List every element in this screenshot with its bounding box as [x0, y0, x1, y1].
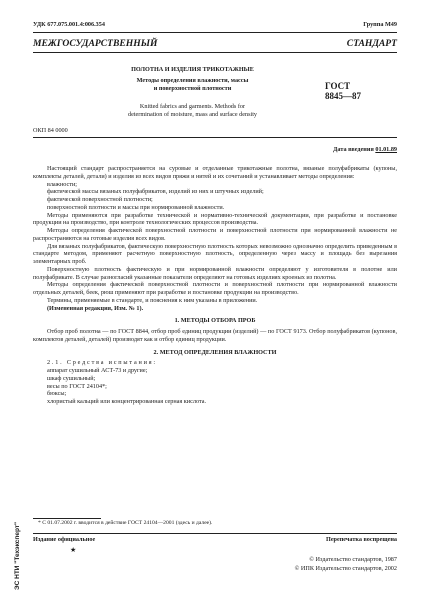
section-2-title: 2. МЕТОД ОПРЕДЕЛЕНИЯ ВЛАЖНОСТИ: [153, 348, 277, 356]
list-item: аппарат сушильный АСТ-73 и другие;: [47, 367, 148, 374]
footnote-divider: [33, 518, 101, 519]
footnote: * С 01.07.2002 г. вводится в действие ГОСТ 24104—2001 (здесь и далее).: [38, 520, 213, 526]
paragraph-scope: Настоящий стандарт распространяется на суровые и отделанные трикотажные полотна, вязаные полуфабрикаты (купоны, комплекты деталей, детали) и изделия из всех видов пряжи и нитей и их сочетаний и устанавливает методы определения:: [33, 165, 397, 180]
official-edition: Издание официальное: [33, 536, 96, 543]
paragraph: Для вязаных полуфабрикатов, фактическую поверхностную плотность которых невозможно однозначно определить приведенным в стандарте методом, применяют расчетную поверхностную плотность, определенную через массу и площадь без вырезания элементарных проб.: [33, 242, 397, 265]
okp-code: ОКП 84 0000: [33, 127, 68, 134]
list-item: бюксы;: [47, 390, 67, 398]
list-item: фактической поверхностной плотности;: [47, 196, 153, 203]
methods-title: [115, 77, 270, 92]
english-title: [115, 103, 270, 118]
effective-date-label: Дата введения: [333, 146, 374, 153]
gost-designation: [325, 81, 361, 101]
english-title-line1: Knitted fabrics and garments. Methods for: [139, 103, 246, 110]
side-stamp-text: ЭС НТИ "Техэксперт": [14, 521, 21, 590]
group-code: Группа М49: [363, 21, 397, 28]
methods-title-line2: и поверхностной плотности: [153, 84, 232, 92]
document-body: [33, 165, 397, 406]
copyright-line-1: © Издательство стандартов, 1987: [309, 556, 397, 563]
okp-rule: [33, 137, 397, 138]
top-rule: [33, 32, 397, 33]
reprint-notice: Перепечатка воспрещена: [326, 536, 397, 543]
side-stamp: [2, 460, 21, 590]
paragraph: Термины, применяемые в стандарте, и пояснения к ним указаны в приложении.: [47, 296, 258, 304]
paragraph: Методы определения фактической поверхностной плотности и поверхностной плотности при нормированной влажности отдельных деталей, беек, рюш применяют при разработке и постановке продукции на производство.: [33, 281, 397, 296]
amendment-note: (Измененная редакция, Изм. № 1).: [47, 304, 144, 312]
list-item: фактической массы вязаных полуфабрикатов, изделий из них и штучных изделий;: [47, 188, 264, 196]
paragraph: Отбор проб полотна — по ГОСТ 8844, отбор проб единиц продукции (изделий) — по ГОСТ 9173. Отбор полуфабрикатов (купонов, комплектов деталей, деталей) производят как и отбор единиц продукции.: [33, 328, 397, 343]
list-item: хлористый кальций или концентрированная серная кислота.: [47, 398, 207, 405]
section-1-title: 1. МЕТОДЫ ОТБОРА ПРОБ: [174, 317, 256, 325]
star-icon: ★: [70, 546, 77, 554]
list-item: влажности;: [47, 180, 77, 188]
udk-code: УДК 677.075.001.4:006.354: [33, 21, 105, 28]
gost-label: ГОСТ: [325, 81, 351, 91]
product-title: ПОЛОТНА И ИЗДЕЛИЯ ТРИКОТАЖНЫЕ: [131, 66, 254, 73]
paragraph: Методы применяются при разработке технической и нормативно-технической документации, при разработке и постановке продукции на производство, при контроле технологических процессов производства.: [33, 211, 397, 227]
list-item: поверхностной плотности и массы при нормированной влажности.: [47, 203, 225, 211]
paragraph: Поверхностную плотность фактическую и при нормированной влажности определяют у изготовителя в полотне или полуфабрикате. В случае разногласий указанные показатели определяют на готовых изделиях кроеных из полотна.: [33, 265, 397, 281]
gost-number: 8845—87: [325, 91, 361, 101]
clause-2-1: 2.1. Средства испытания:: [47, 359, 157, 367]
effective-date: [333, 146, 397, 153]
standard-banner: МЕЖГОСУДАРСТВЕННЫЙ СТАНДАРТ: [33, 38, 397, 49]
banner-rule: [33, 52, 397, 53]
paragraph: Методы определения фактической поверхностной плотности и поверхностной плотности при нормированной влажности не распространяются на готовые изделия всех видов.: [33, 227, 397, 242]
english-title-line2: determination of moisture, mass and surface density: [127, 110, 258, 118]
list-item: весы по ГОСТ 24104*;: [47, 382, 107, 390]
methods-title-line1: Методы определения влажности, массы: [136, 77, 249, 84]
effective-date-value: 01.01.89: [375, 146, 397, 153]
list-item: шкаф сушильный;: [47, 374, 96, 382]
copyright-line-2: © ИПК Издательство стандартов, 2002: [294, 565, 397, 572]
footer-rule: [33, 533, 397, 534]
